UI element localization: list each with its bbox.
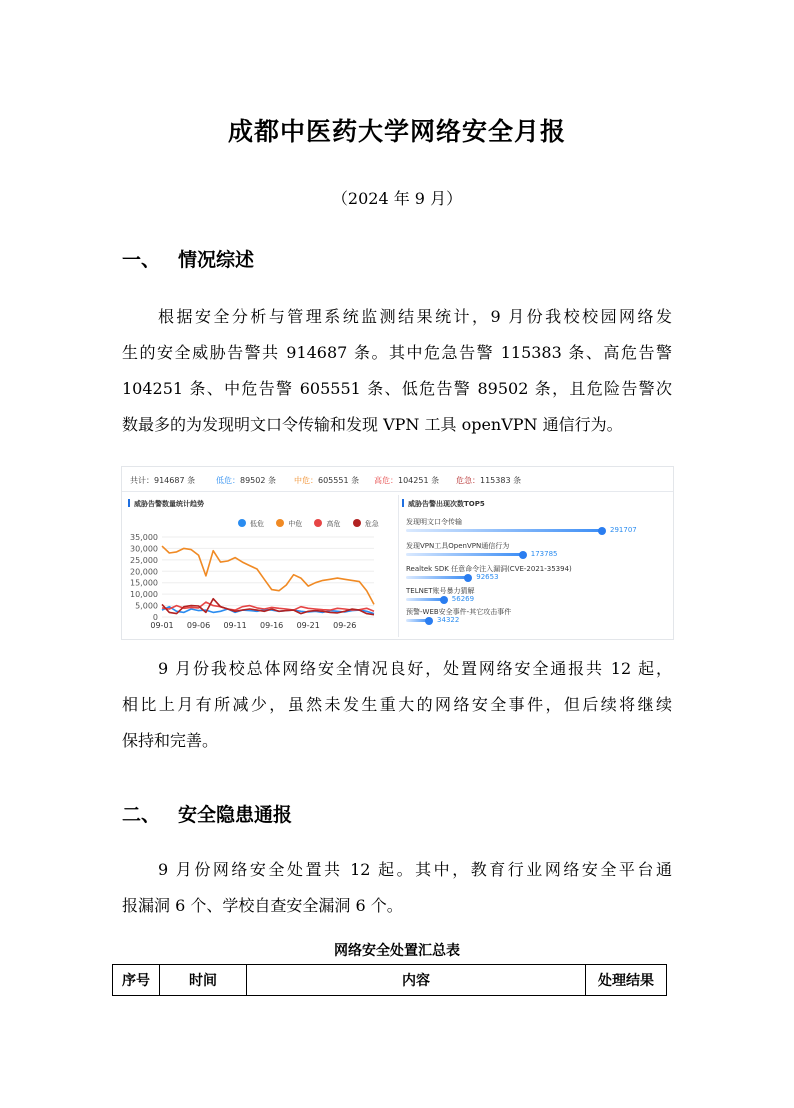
section1-paragraph2	[122, 651, 672, 759]
top5-category-label: 发现VPN工具OpenVPN通信行为	[406, 542, 510, 550]
top5-chart-title: 威胁告警出现次数TOP5	[402, 499, 485, 509]
trend-line-chart	[122, 527, 392, 631]
table-header-row	[113, 965, 667, 996]
legend-item-low: 低危	[238, 520, 264, 528]
top5-value-label: 92653	[476, 573, 499, 581]
section1-title: 情况综述	[178, 249, 255, 271]
paragraph-line: 保持和完善。	[122, 731, 219, 750]
x-tick-label: 09-06	[186, 621, 211, 630]
stat-total: 共计：914687 条	[130, 476, 196, 485]
top5-bar-knob	[464, 574, 472, 582]
series-line-危急	[162, 599, 374, 615]
top5-value-label: 291707	[610, 526, 637, 534]
top5-category-label: Realtek SDK 任意命令注入漏洞(CVE-2021-35394)	[406, 565, 572, 573]
legend-item-critical: 危急	[353, 520, 379, 528]
top5-bar-knob	[598, 527, 606, 535]
paragraph-line: 相比上月有所减少，虽然未发生重大的网络安全事件，但后续将继续	[122, 695, 672, 714]
x-tick-label: 09-21	[296, 621, 320, 630]
top5-value-label: 56269	[451, 595, 475, 603]
top5-bar	[406, 529, 602, 532]
section1-heading	[122, 245, 254, 272]
y-tick-label: 20,000	[130, 567, 158, 577]
section2-heading	[122, 800, 292, 827]
series-line-中危	[162, 546, 374, 604]
paragraph-line: 报漏洞 6 个、学校自查安全漏洞 6 个。	[122, 896, 403, 915]
handling-summary-table	[112, 964, 667, 996]
section2-number: 二、	[122, 804, 161, 826]
table-caption: 网络安全处置汇总表	[334, 943, 460, 959]
top5-category-label: TELNET账号暴力猜解	[406, 587, 475, 595]
legend-item-high: 高危	[314, 520, 340, 528]
paragraph-line: 104251 条、中危告警 605551 条、低危告警 89502 条，且危险告警次	[122, 379, 672, 398]
x-tick-label: 09-01	[150, 621, 174, 630]
x-tick-label: 09-26	[333, 621, 357, 630]
stat-critical: 危急：115383 条	[456, 476, 522, 485]
header-index: 序号	[113, 965, 160, 996]
paragraph-line: 9 月份我校总体网络安全情况良好，处置网络安全通报共 12 起，	[158, 659, 672, 678]
page-title: 成都中医药大学网络安全月报	[227, 117, 566, 146]
stat-high: 高危：104251 条	[374, 476, 440, 485]
top5-category-label: 预警-WEB安全事件-其它攻击事件	[406, 608, 512, 616]
top5-bar-knob	[440, 596, 448, 604]
paragraph-line: 9 月份网络安全处置共 12 起。其中，教育行业网络安全平台通	[158, 860, 672, 879]
threat-dashboard	[121, 466, 674, 640]
y-tick-label: 30,000	[130, 544, 158, 554]
section2-title: 安全隐患通报	[178, 804, 293, 826]
y-tick-label: 35,000	[130, 533, 158, 542]
top5-value-label: 34322	[437, 616, 460, 624]
top5-bar-knob	[425, 617, 433, 625]
section2-paragraph	[122, 852, 672, 924]
stat-medium: 中危：605551 条	[294, 476, 360, 485]
top5-value-label: 173785	[530, 550, 558, 558]
top5-bar-knob	[519, 551, 527, 559]
header-result: 处理结果	[586, 965, 667, 996]
top5-bar	[406, 553, 523, 556]
top5-bar	[406, 576, 468, 579]
x-tick-label: 09-11	[223, 621, 247, 630]
stat-bar	[122, 467, 673, 492]
section1-number: 一、	[122, 249, 161, 271]
paragraph-line: 根据安全分析与管理系统监测结果统计，9 月份我校校园网络发	[158, 307, 672, 326]
paragraph-line: 数最多的为发现明文口令传输和发现 VPN 工具 openVPN 通信行为。	[122, 415, 623, 434]
top5-category-label: 发现明文口令传输	[406, 518, 462, 526]
y-tick-label: 15,000	[130, 578, 158, 588]
top5-bar	[406, 598, 444, 601]
paragraph-line: 生的安全威胁告警共 914687 条。其中危急告警 115383 条、高危告警	[122, 343, 672, 362]
x-tick-label: 09-16	[260, 621, 284, 630]
stat-low: 低危：89502 条	[216, 476, 276, 485]
y-tick-label: 10,000	[130, 590, 158, 600]
report-period: （2024 年 9 月）	[331, 189, 463, 208]
trend-chart-title: 威胁告警数量统计趋势	[128, 499, 204, 509]
y-tick-label: 25,000	[130, 555, 158, 565]
header-time: 时间	[160, 965, 247, 996]
panel-divider	[398, 495, 399, 637]
section1-paragraph1	[122, 299, 672, 443]
y-tick-label: 5,000	[135, 601, 158, 611]
header-content: 内容	[247, 965, 586, 996]
y-tick-label: 0	[152, 613, 158, 622]
legend-item-medium: 中危	[276, 520, 302, 528]
